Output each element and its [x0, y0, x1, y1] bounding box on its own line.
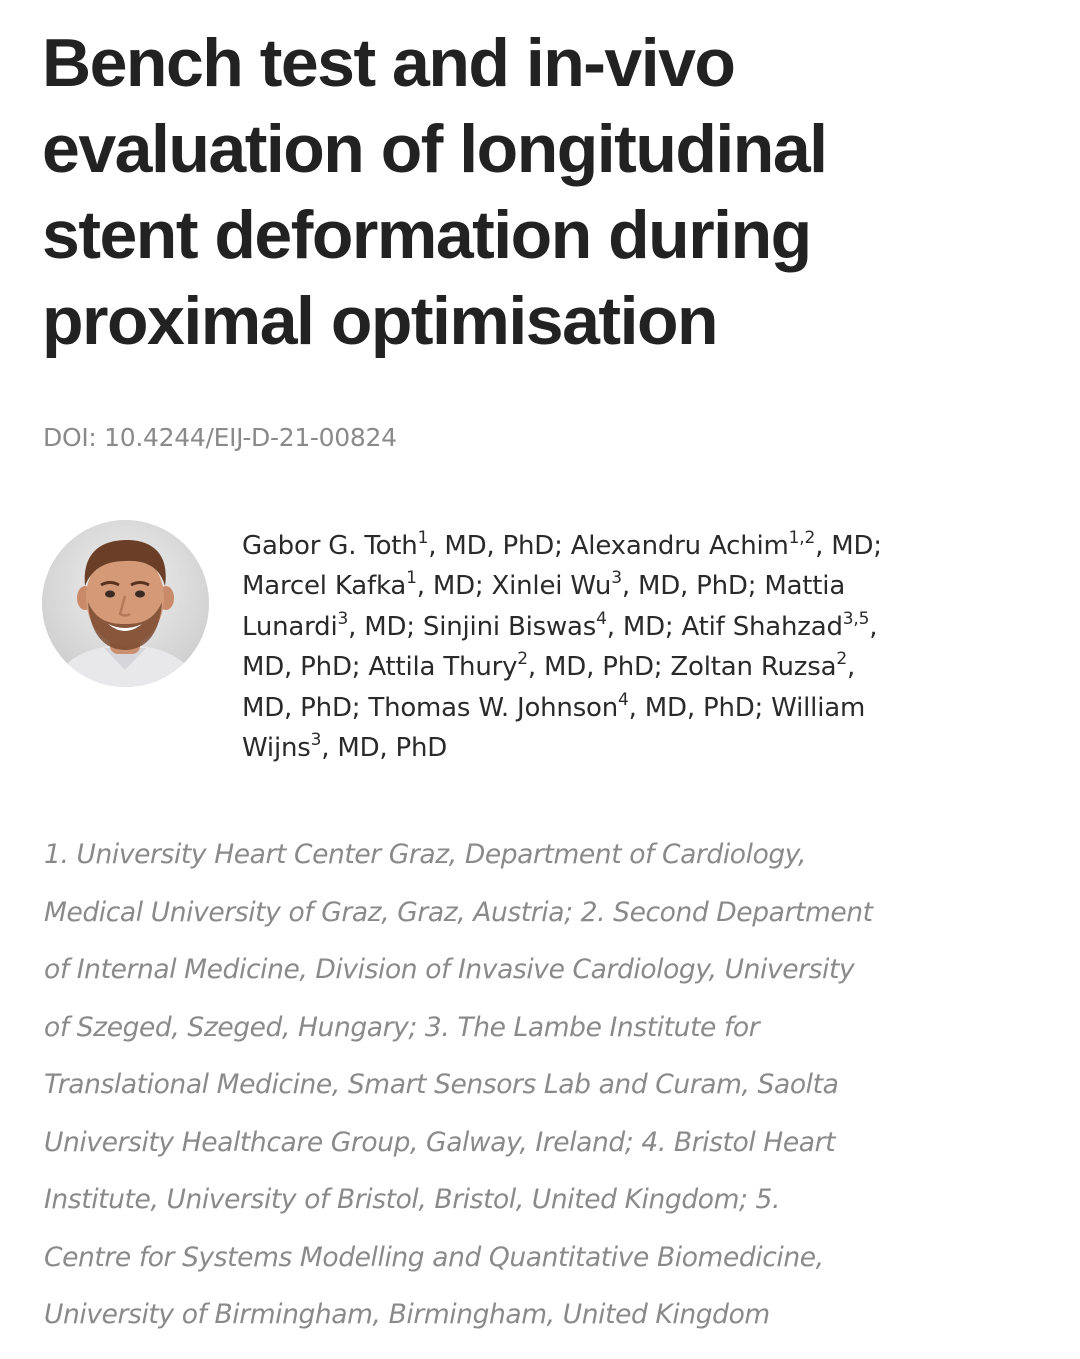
affiliation-ref: 1 [406, 568, 417, 589]
author-name[interactable]: Xinlei Wu [491, 571, 612, 602]
author-degree: MD, PhD; [242, 692, 369, 723]
author-degree: , MD, PhD; William [628, 692, 866, 723]
author-degree: , MD; [416, 571, 492, 602]
author-name[interactable]: Lunardi [242, 611, 338, 642]
author-degree: , MD, PhD; [527, 652, 671, 683]
author-degree: MD, PhD; [242, 652, 369, 683]
author-degree: , [846, 652, 856, 683]
affiliation-line: of Szeged, Szeged, Hungary; 3. The Lambe Institute for [44, 1011, 760, 1043]
affiliation-ref: 1 [417, 528, 429, 548]
affiliations [44, 826, 1044, 1344]
author-degree: , MD; [348, 611, 423, 642]
author-line [242, 607, 1042, 647]
title-line: stent deformation during [42, 197, 811, 273]
author-name[interactable]: Wijns [242, 733, 311, 764]
author-degree: , MD; [606, 611, 682, 642]
author-name[interactable]: Atif Shahzad [681, 611, 843, 642]
author-degree: , MD; [815, 531, 882, 561]
affiliation-line: of Internal Medicine, Division of Invasive Cardiology, University [44, 954, 855, 985]
author-line [242, 688, 1042, 728]
author-line [242, 728, 1042, 768]
affiliation-ref: 3,5 [842, 608, 870, 629]
author-degree: , [869, 611, 878, 642]
affiliation-ref: 3 [337, 608, 349, 629]
author-avatar [42, 520, 209, 687]
article-title [42, 20, 1042, 364]
affiliation-line: 1. University Heart Center Graz, Department of Cardiology, [44, 839, 807, 870]
title-line: Bench test and in-vivo [42, 25, 735, 101]
author-list [242, 526, 1042, 768]
author-portrait-icon [42, 520, 209, 687]
author-degree: , MD, PhD [321, 733, 448, 764]
author-degree: , MD, PhD; [428, 531, 571, 561]
affiliation-line: Institute, University of Bristol, Bristol, United Kingdom; 5. [44, 1184, 781, 1215]
author-name[interactable]: Thomas W. Johnson [368, 692, 619, 723]
author-name[interactable]: Zoltan Ruzsa [670, 652, 837, 683]
affiliation-ref: 3 [310, 730, 322, 751]
affiliation-line: University of Birmingham, Birmingham, United Kingdom [44, 1299, 770, 1330]
author-line [242, 566, 1042, 606]
doi-link[interactable]: DOI: 10.4244/EIJ-D-21-00824 [43, 423, 397, 452]
affiliation-line: University Healthcare Group, Galway, Ireland; 4. Bristol Heart [44, 1126, 836, 1158]
affiliation-ref: 3 [611, 568, 622, 589]
affiliation-line: Translational Medicine, Smart Sensors Lab and Curam, Saolta [44, 1069, 839, 1100]
affiliation-line: Medical University of Graz, Graz, Austria; 2. Second Department [44, 896, 873, 928]
affiliation-ref: 4 [618, 689, 629, 710]
author-line [242, 647, 1042, 687]
author-degree: , MD, PhD; Mattia [621, 571, 846, 602]
author-name[interactable]: Sinjini Biswas [422, 611, 597, 642]
affiliation-line: Centre for Systems Modelling and Quantitative Biomedicine, [44, 1241, 824, 1273]
author-name[interactable]: Alexandru Achim [570, 531, 789, 561]
author-line [242, 526, 1042, 566]
affiliation-ref: 4 [596, 608, 607, 629]
title-line: evaluation of longitudinal [42, 111, 827, 187]
affiliation-ref: 2 [836, 649, 847, 670]
author-name[interactable]: Gabor G. Toth [242, 531, 418, 561]
author-name[interactable]: Attila Thury [368, 652, 518, 683]
affiliation-ref: 2 [517, 649, 528, 670]
title-line: proximal optimisation [42, 283, 718, 359]
affiliation-ref: 1,2 [788, 528, 816, 548]
author-name[interactable]: Marcel Kafka [242, 571, 407, 602]
